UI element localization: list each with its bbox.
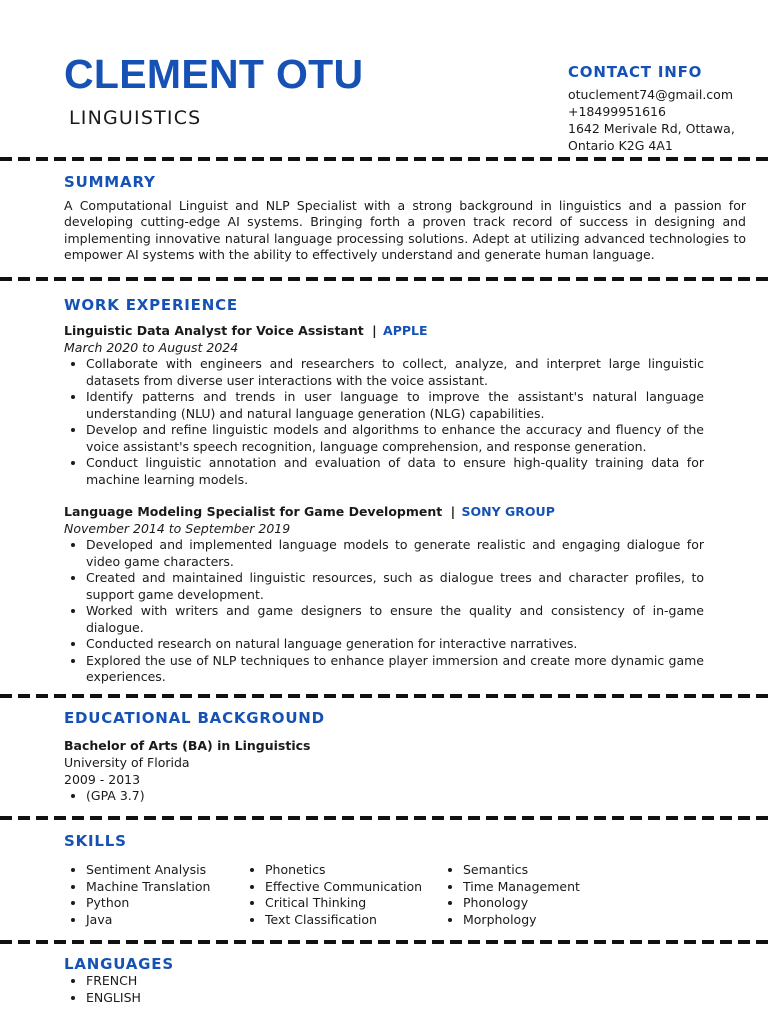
education-details	[64, 788, 464, 805]
skill-item: • Machine Translation	[86, 879, 210, 896]
job-position: Language Modeling Specialist for Game Development	[64, 504, 443, 519]
skills-column	[441, 862, 580, 928]
job-separator: |	[450, 504, 456, 519]
education-school: University of Florida	[64, 755, 190, 770]
experience-title: WORK EXPERIENCE	[64, 296, 238, 314]
candidate-name: CLEMENT OTU	[64, 51, 364, 97]
skill-item: • Time Management	[463, 879, 580, 896]
job-bullet: • Explored the use of NLP techniques to enhance player immersion and create more dynamic game experiences.	[86, 653, 704, 686]
job-entry	[64, 504, 704, 686]
skill-item: • Sentiment Analysis	[86, 862, 210, 879]
job-bullet: • Worked with writers and game designers to ensure the quality and consistency of in-game dialogue.	[86, 603, 704, 636]
job-company: SONY GROUP	[461, 504, 555, 519]
section-divider	[0, 940, 768, 944]
skill-item: • Effective Communication	[265, 879, 422, 896]
job-bullet: • Develop and refine linguistic models and algorithms to enhance the accuracy and fluency of the voice assistant's speech recognition, language comprehension, and response generation.	[86, 422, 704, 455]
job-bullet: • Conduct linguistic annotation and evaluation of data to ensure high-quality training data for machine learning models.	[86, 455, 704, 488]
skill-item: • Critical Thinking	[265, 895, 422, 912]
summary-title: SUMMARY	[64, 173, 156, 191]
job-separator: |	[372, 323, 377, 338]
skill-item: • Text Classification	[265, 912, 422, 929]
job-dates: March 2020 to August 2024	[64, 339, 239, 355]
education-years: 2009 - 2013	[64, 772, 141, 787]
skill-item: • Morphology	[463, 912, 580, 929]
job-dates: November 2014 to September 2019	[64, 520, 291, 536]
job-bullet: • Created and maintained linguistic resources, such as dialogue trees and character profiles, to support game development.	[86, 570, 704, 603]
section-divider	[0, 816, 768, 820]
contact-address-line1: 1642 Merivale Rd, Ottawa,	[568, 121, 735, 136]
contact-phone: +18499951616	[568, 104, 666, 119]
candidate-role: LINGUISTICS	[69, 107, 202, 129]
skills-title: SKILLS	[64, 832, 127, 850]
summary-text: A Computational Linguist and NLP Specialist with a strong background in linguistics and a passion for developing cutting-edge AI systems. Bringing forth a proven track record of success in designing and implementing innovative natural language processing solutions. Adept at utilizing advanced technologies to empower AI systems with the ability to effectively understand and generate human language.	[64, 198, 746, 263]
job-bullet: • Identify patterns and trends in user language to improve the assistant's natural language understanding (NLU) and natural language generation (NLG) capabilities.	[86, 389, 704, 422]
education-title: EDUCATIONAL BACKGROUND	[64, 709, 325, 727]
section-divider	[0, 277, 768, 281]
job-bullet: • Conducted research on natural language generation for interactive narratives.	[86, 636, 704, 653]
job-bullets	[64, 356, 704, 488]
skill-item: • Python	[86, 895, 210, 912]
contact-title: CONTACT INFO	[568, 63, 703, 81]
skill-item: • Java	[86, 912, 210, 929]
education-detail: • (GPA 3.7)	[86, 788, 464, 805]
job-bullet: • Collaborate with engineers and researchers to collect, analyze, and interpret large linguistic datasets from diverse user interactions with the voice assistant.	[86, 356, 704, 389]
job-header	[64, 323, 704, 340]
section-divider	[0, 694, 768, 698]
job-position: Linguistic Data Analyst for Voice Assistant	[64, 323, 364, 338]
skill-item: • Semantics	[463, 862, 580, 879]
job-bullets	[64, 537, 704, 686]
section-divider	[0, 157, 768, 161]
skill-item: • Phonetics	[265, 862, 422, 879]
skill-item: • Phonology	[463, 895, 580, 912]
language-item: • FRENCH	[86, 973, 141, 990]
language-item: • ENGLISH	[86, 990, 141, 1007]
contact-address-line2: Ontario K2G 4A1	[568, 138, 673, 153]
contact-email: otuclement74@gmail.com	[568, 87, 733, 102]
education-entry	[64, 737, 464, 805]
job-bullet: • Developed and implemented language models to generate realistic and engaging dialogue for video game characters.	[86, 537, 704, 570]
education-degree: Bachelor of Arts (BA) in Linguistics	[64, 738, 311, 753]
job-header	[64, 504, 704, 521]
languages-title: LANGUAGES	[64, 955, 174, 973]
languages-list	[64, 973, 141, 1006]
contact-info	[568, 63, 758, 154]
skills-column	[64, 862, 210, 928]
job-company: APPLE	[383, 323, 428, 338]
job-entry	[64, 323, 704, 488]
skills-column	[243, 862, 422, 928]
